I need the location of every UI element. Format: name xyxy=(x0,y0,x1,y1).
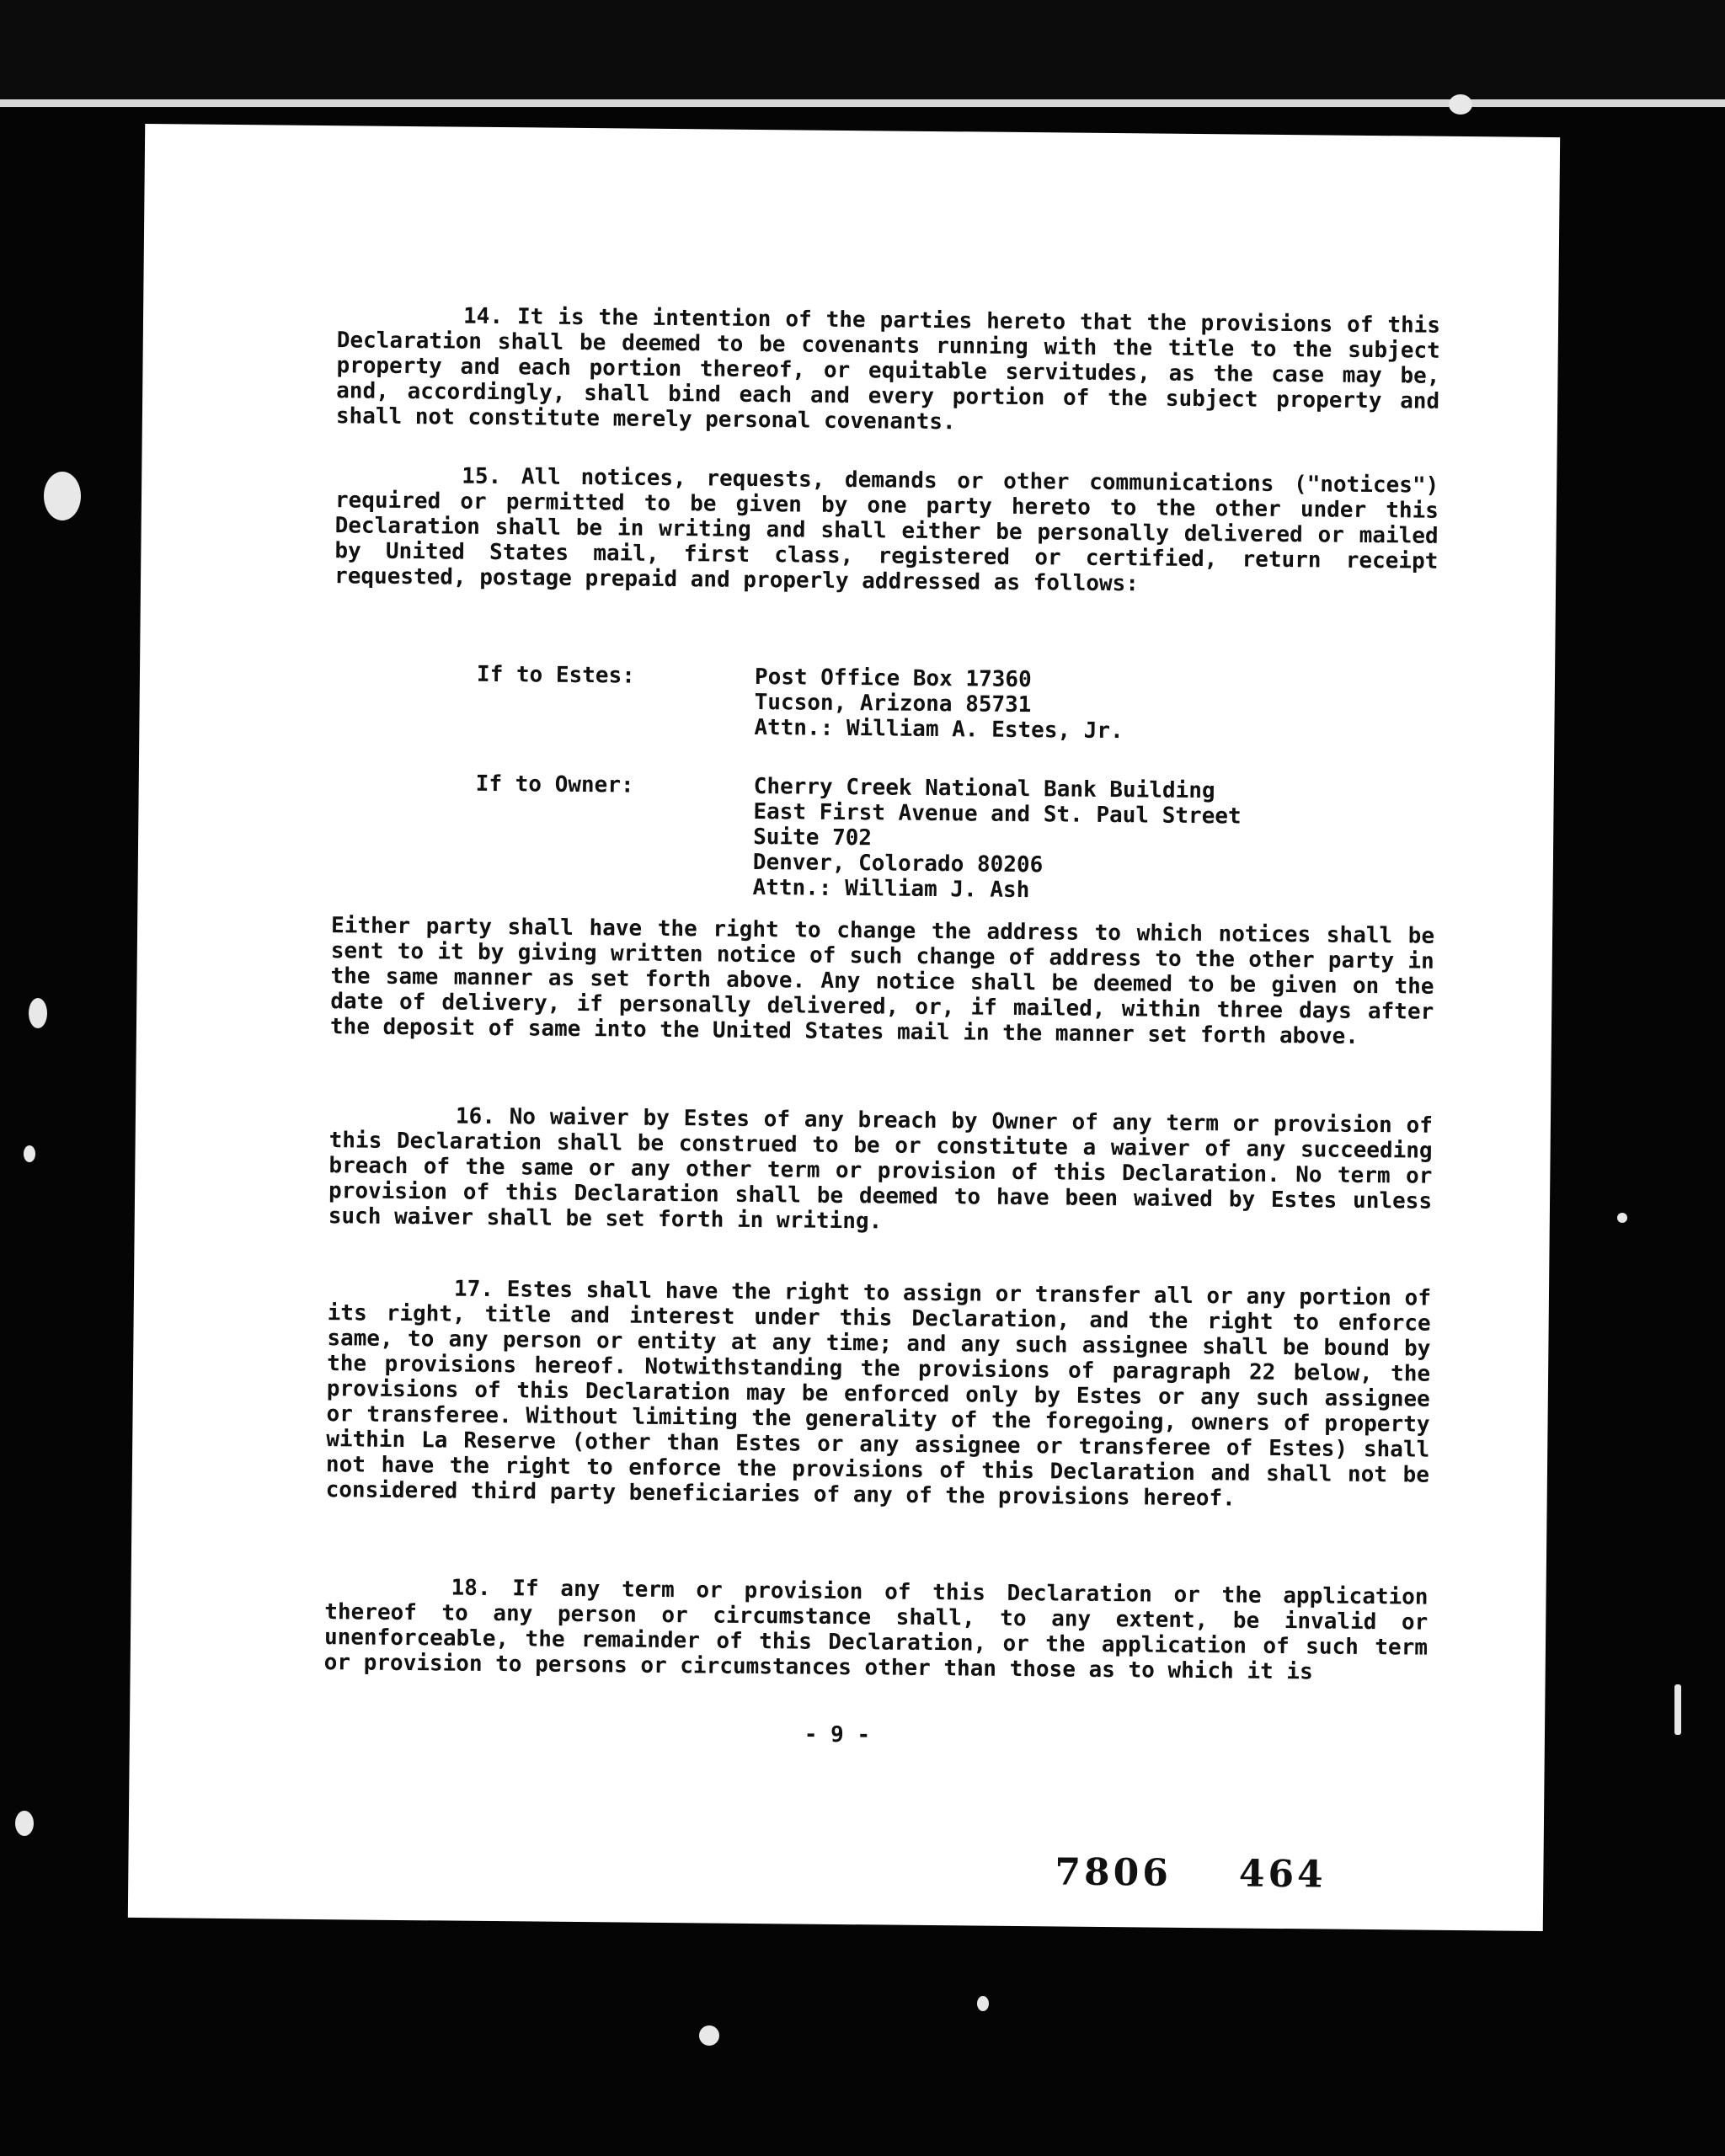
paragraph-17: 17. Estes shall have the right to assign or transfer all or any portion of its right, title and interest under this Declaration, and the right to enforce same, to any person or entity at any time; and any such assignee shall be bound by the provisions hereof. Notwithstanding the provisions of paragraph 22 below, the provisions of this Declaration may be enforced only by Estes or any such assignee or transferee. Without limiting the generality of the foregoing, owners of property within La Reserve (other than Estes or any assignee or transferee of Estes) shall not have the right to enforce the provisions of this Declaration and shall not be considered third party beneficiaries of any of the provisions hereof. xyxy=(325,1276,1432,1512)
paragraph-14: 14. It is the intention of the parties hereto that the provisions of this Declaration shall be deemed to be covenants running with the title to the subject property and each portion thereof, or equitable servitudes, as the case may be, and, accordingly, shall bind each and every portion of the subject property and shall not constitute merely personal covenants. xyxy=(335,303,1441,435)
dust-speck xyxy=(15,1811,34,1836)
dust-speck xyxy=(1449,94,1472,115)
paragraph-18: 18. If any term or provision of this Declaration or the application thereof to any person or circumstance shall, to any extent, be invalid or unenforceable, the remainder of this Declaration, or the application of such term or provision to persons or circumstances other than those as to which it is xyxy=(323,1575,1429,1685)
paragraph-notice-change: Either party shall have the right to change the address to which notices shall be sent to it by giving written notice of such change of address to the other party in the same manner as set forth above. Any notice shall be deemed to be given on the date of delivery, if personally delivered, or, if mailed, within three days after the deposit of same into the United States mail in the manner set forth above. xyxy=(329,913,1435,1049)
address-line: Cherry Creek National Bank Building xyxy=(753,773,1215,804)
address-line: Post Office Box 17360 xyxy=(754,664,1032,693)
dust-speck xyxy=(24,1145,35,1162)
paragraph-16: 16. No waiver by Estes of any breach by Owner of any term or provision of this Declaration shall be construed to be or constitute a waiver of any succeeding breach of the same or any other term or provision of this Declaration. No term or provision of this Declaration shall be deemed to have been waived by Estes unless such waiver shall be set forth in writing. xyxy=(328,1103,1434,1235)
paragraph-15: 15. All notices, requests, demands or other communications ("notices") required or permitted to be given by one party hereto to the other under this Declaration shall be in writing and shall either be personally delivered or mailed by United States mail, first class, registered or certified, return receipt requested, postage prepaid and properly addressed as follows: xyxy=(334,463,1439,597)
dust-speck xyxy=(29,998,47,1028)
page-number: - 9 - xyxy=(804,1721,871,1748)
dust-speck xyxy=(1617,1213,1627,1223)
dust-speck xyxy=(1674,1684,1681,1735)
book-number: 7806 xyxy=(1055,1850,1172,1895)
document-page xyxy=(128,124,1560,1931)
dust-speck xyxy=(44,472,81,520)
dust-speck xyxy=(977,1996,989,2011)
book-page-number: 464 xyxy=(1238,1852,1327,1897)
address-line: Attn.: William A. Estes, Jr. xyxy=(754,714,1124,744)
document-text xyxy=(128,124,1560,1931)
address-line: Denver, Colorado 80206 xyxy=(752,849,1044,878)
address-label-owner: If to Owner: xyxy=(475,771,634,798)
book-page-reference xyxy=(1055,1850,1394,1897)
address-line: Suite 702 xyxy=(753,824,873,851)
address-lines-estes xyxy=(754,664,1124,744)
address-label-estes: If to Estes: xyxy=(476,661,635,689)
dust-speck xyxy=(699,2025,719,2046)
address-line: Tucson, Arizona 85731 xyxy=(754,689,1032,718)
address-line: East First Avenue and St. Paul Street xyxy=(753,798,1242,830)
scan-top-band xyxy=(0,0,1725,108)
address-lines-owner xyxy=(752,774,1242,905)
address-line: Attn.: William J. Ash xyxy=(752,874,1030,904)
